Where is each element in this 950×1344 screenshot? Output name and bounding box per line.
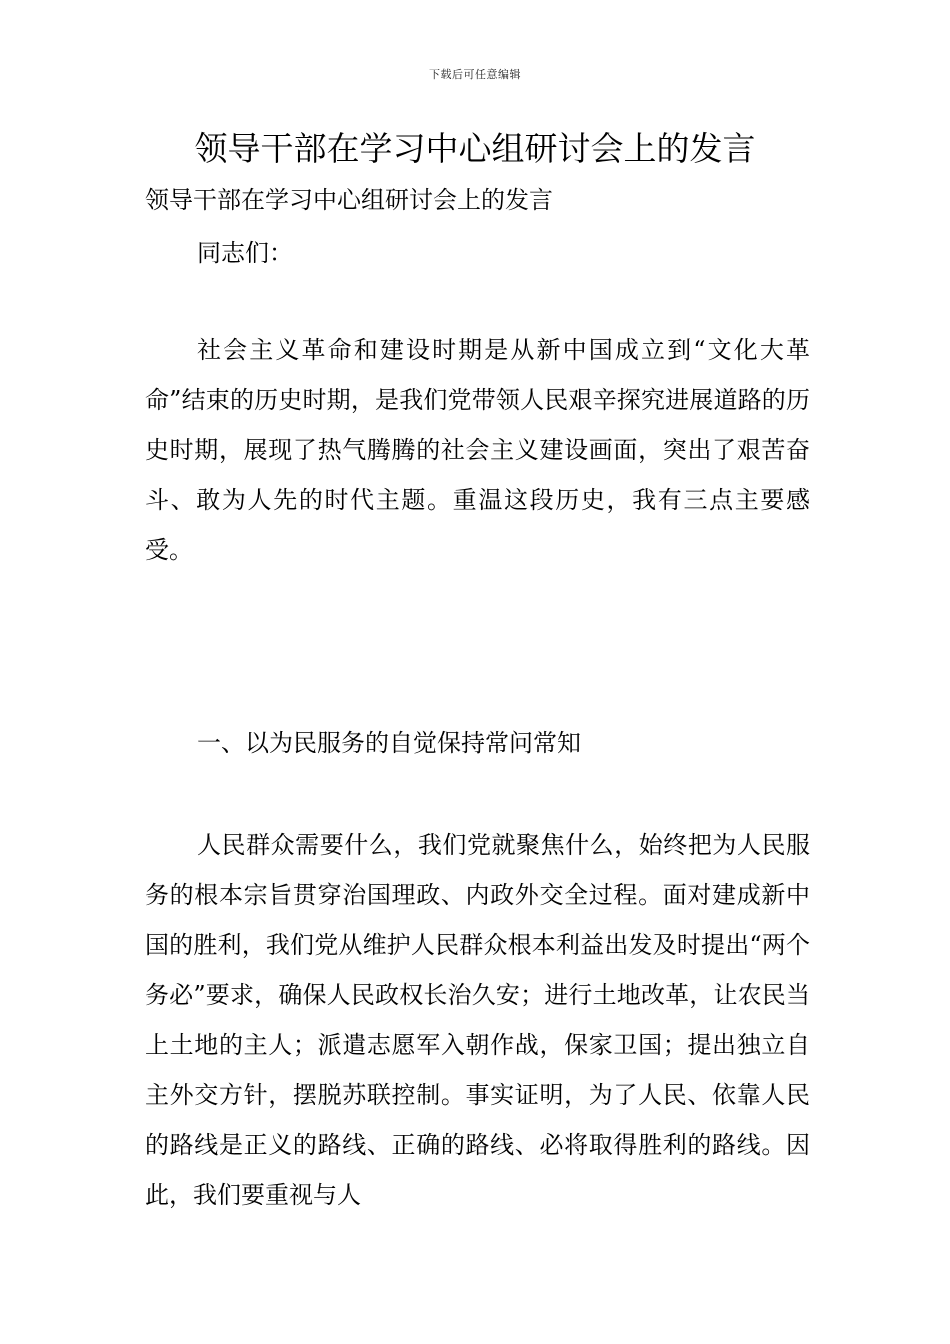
body-paragraph: 人民群众需要什么，我们党就聚焦什么，始终把为人民服务的根本宗旨贯穿治国理政、内政外交全过程。面对建成新中国的胜利，我们党从维护人民群众根本利益出发及时提出“两个务必”要求，确保人民政权长治久安；进行土地改革，让农民当上土地的主人；派遣志愿军入朝作战，保家卫国；提出独立自主外交方针，摆脱苏联控制。事实证明，为了人民、依靠人民的路线是正义的路线、正确的路线、必将取得胜利的路线。因此，我们要重视与人 (145, 831, 810, 1209)
document-subtitle: 领导干部在学习中心组研讨会上的发言 (145, 186, 553, 214)
section-heading: 一、以为民服务的自觉保持常问常知 (197, 729, 581, 757)
salutation: 同志们： (197, 239, 293, 267)
document-title: 领导干部在学习中心组研讨会上的发言 (194, 129, 756, 168)
body-paragraph: 社会主义革命和建设时期是从新中国成立到“文化大革命”结束的历史时期，是我们党带领人民艰辛探究进展道路的历史时期，展现了热气腾腾的社会主义建设画面，突出了艰苦奋斗、敢为人先的时代主题。重温这段历史，我有三点主要感受。 (145, 336, 810, 564)
header-note: 下载后可任意编辑 (429, 68, 521, 81)
